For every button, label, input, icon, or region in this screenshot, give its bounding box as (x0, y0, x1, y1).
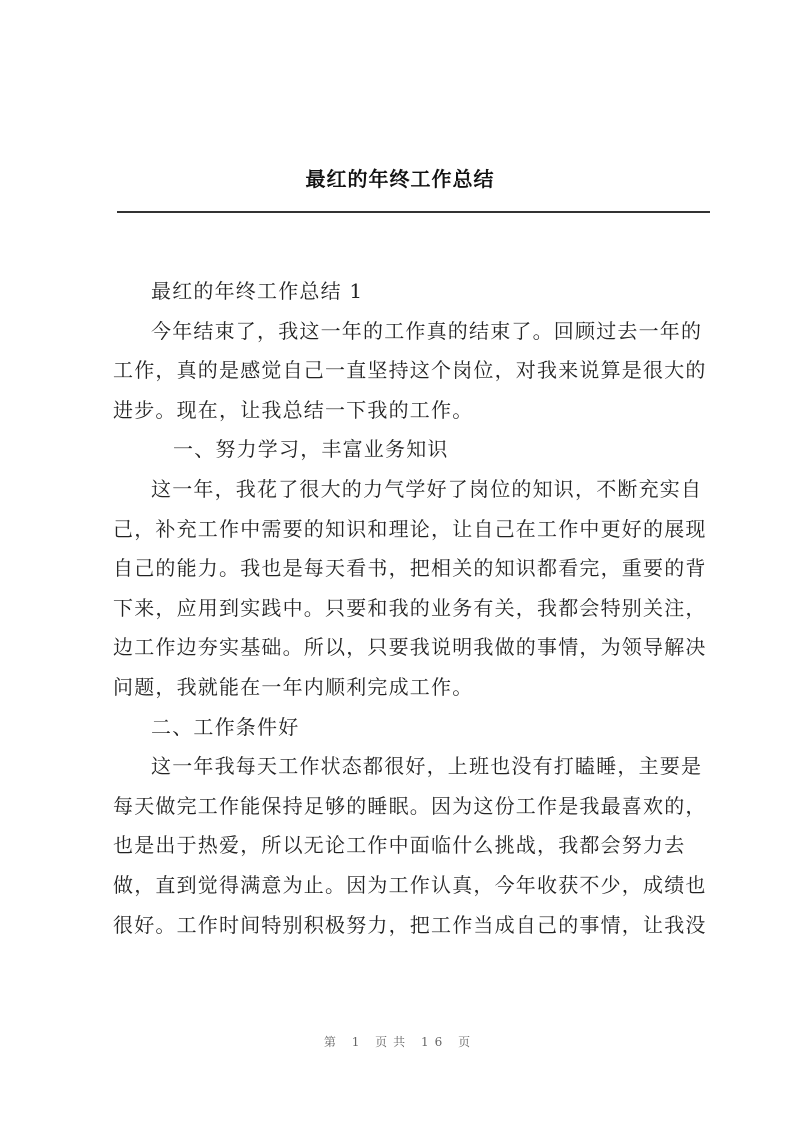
paragraph-line: 进步。现在，让我总结一下我的工作。 (113, 397, 474, 422)
paragraph-line: 做，直到觉得满意为止。因为工作认真，今年收获不少，成绩也 (113, 872, 707, 897)
paragraph-line: 下来，应用到实践中。只要和我的业务有关，我都会特别关注， (113, 595, 707, 620)
subsection-heading: 一、努力学习，丰富业务知识 (173, 437, 449, 462)
paragraph-line: 己，补充工作中需要的知识和理论，让自己在工作中更好的展现 (113, 516, 707, 541)
section-heading: 最红的年终工作总结 1 (151, 279, 364, 303)
paragraph-line: 这一年，我花了很大的力气学好了岗位的知识，不断充实自 (151, 476, 703, 501)
paragraph-line: 每天做完工作能保持足够的睡眠。因为这份工作是我最喜欢的， (113, 793, 707, 818)
paragraph-line: 工作，真的是感觉自己一直坚持这个岗位，对我来说算是很大的 (113, 358, 707, 383)
paragraph-line: 这一年我每天工作状态都很好，上班也没有打瞌睡，主要是 (151, 754, 703, 779)
paragraph-line: 很好。工作时间特别积极努力，把工作当成自己的事情，让我没 (113, 912, 707, 937)
title-divider (117, 211, 710, 213)
subsection-heading: 二、工作条件好 (151, 714, 300, 739)
paragraph-line: 问题，我就能在一年内顺利完成工作。 (113, 674, 474, 699)
document-body (113, 272, 713, 945)
page-number-footer: 第 1 页共 16 页 (323, 1035, 477, 1049)
paragraph-line: 也是出于热爱，所以无论工作中面临什么挑战，我都会努力去 (113, 833, 686, 858)
paragraph-line: 自己的能力。我也是每天看书，把相关的知识都看完，重要的背 (113, 556, 707, 581)
paragraph-line: 边工作边夯实基础。所以，只要我说明我做的事情，为领导解决 (113, 635, 707, 660)
paragraph-line: 今年结束了，我这一年的工作真的结束了。回顾过去一年的 (151, 318, 703, 343)
document-title: 最红的年终工作总结 (305, 167, 495, 191)
